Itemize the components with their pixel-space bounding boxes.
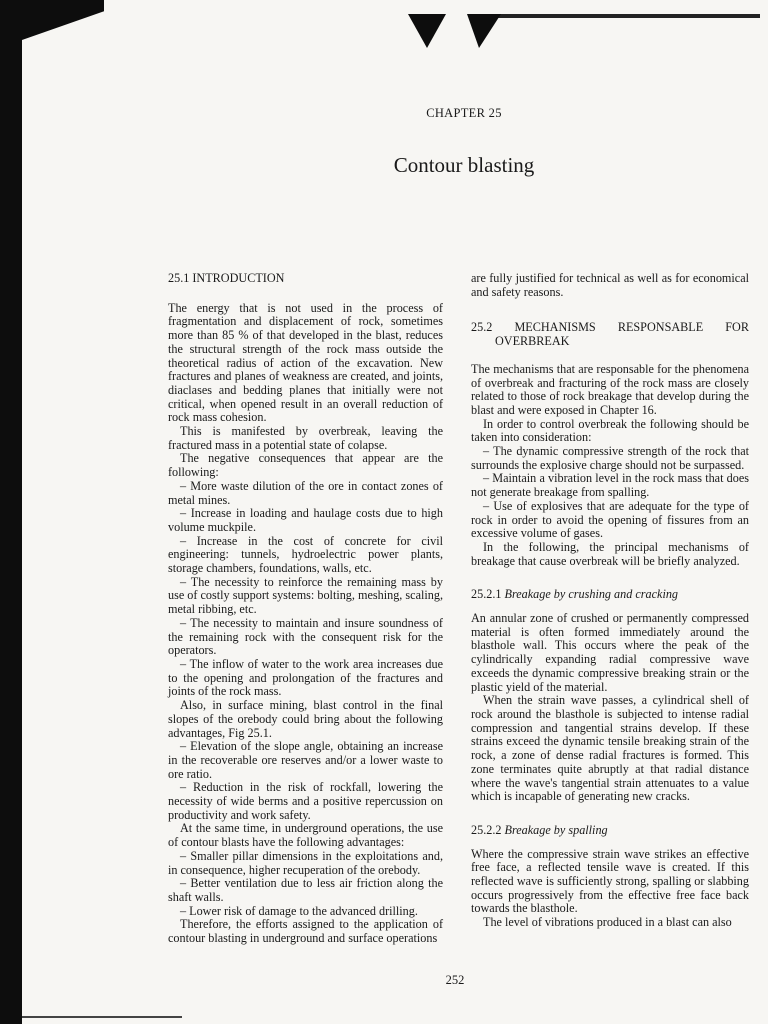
scan-bottom-rule: [22, 1016, 182, 1018]
scan-corner-shadow: [22, 0, 104, 40]
subsection-number: 25.2.2: [471, 822, 502, 837]
list-item: – The necessity to maintain and insure soundness of the remaining rock with the consequent risk for the operators.: [168, 615, 443, 658]
list-item: – Elevation of the slope angle, obtaining an increase in the recoverable ore reserves and/or a lower waste to ore ratio.: [168, 739, 443, 781]
scan-top-rule: [490, 14, 760, 18]
list-item: – Smaller pillar dimensions in the exploitations and, in consequence, higher recuperation of the orebody.: [168, 848, 443, 877]
list-item: – Use of explosives that are adequate for the type of rock in order to avoid the opening of fissures from an excessive volume of gases.: [471, 498, 749, 541]
subsection-title: Breakage by crushing and cracking: [504, 587, 679, 602]
list-item: – Lower risk of damage to the advanced drilling.: [180, 903, 418, 918]
paragraph: The mechanisms that are responsable for the phenomena of overbreak and fracturing of the rock mass are closely related to those of rock breakage that develop during the blast and were exposed in Chapter 16.: [471, 361, 749, 417]
binding-mark: [408, 14, 446, 48]
paragraph: The level of vibrations produced in a blast can also: [483, 915, 732, 930]
paragraph-continuation: are fully justified for technical as well as for economical and safety reasons.: [471, 271, 749, 299]
paragraph: In order to control overbreak the following should be taken into consideration:: [471, 416, 749, 445]
paragraph: Therefore, the efforts assigned to the application of contour blasting in underground and surface operations: [168, 917, 443, 946]
right-column: [471, 272, 749, 930]
subsection-heading-crushing: [471, 588, 749, 602]
list-item: – Increase in the cost of concrete for civil engineering: tunnels, hydroelectric power plants, storage chambers, foundations, walls, etc.: [168, 533, 443, 576]
chapter-title: Contour blasting: [393, 153, 535, 177]
section-heading-introduction: 25.1 INTRODUCTION: [168, 271, 285, 285]
list-item: – Increase in loading and haulage costs due to high volume muckpile.: [168, 506, 443, 534]
list-item: – Reduction in the risk of rockfall, lowering the necessity of wide berms and a positive repercussion on productivity and work safety.: [168, 780, 443, 822]
subsection-heading-spalling: [471, 824, 749, 838]
list-item: – More waste dilution of the ore in contact zones of metal mines.: [168, 478, 443, 507]
page-number: 252: [445, 973, 465, 987]
chapter-label: CHAPTER 25: [426, 106, 502, 120]
paragraph: When the strain wave passes, a cylindrical shell of rock around the blasthole is subjected to intense radial compression and tangential strains develop. If these strains exceed the dynamic tensile breaking strain of the rock, a zone of dense radial fractures is formed. This zone terminates quite abruptly at that radial distance where the wave's tangential strain attenuates to a value which is incapable of generating new cracks.: [471, 693, 749, 804]
section-heading-mechanisms: 25.2 MECHANISMS RESPONSABLE FOR OVERBREAK: [471, 320, 749, 349]
paragraph: Also, in surface mining, blast control in the final slopes of the orebody could bring about the following advantages, Fig 25.1.: [168, 698, 443, 740]
paragraph: The energy that is not used in the process of fragmentation and displacement of rock, sometimes more than 85 % of that developed in the blast, reduces the structural strength of the rock mass outside the theoretical radius of action of the excavation. New fractures and planes of weakness are created, and joints, diaclases and bedding planes that initially were not critical, when opened result in an overall reduction of rock mass cohesion.: [168, 300, 443, 425]
list-item: – Maintain a vibration level in the rock mass that does not generate breakage from spalling.: [471, 471, 749, 500]
left-column: [168, 272, 443, 946]
paragraph: Where the compressive strain wave strikes an effective free face, a reflected tensile wave is created. If this reflected wave is sufficiently strong, spalling or slabbing occurs progressively from the effective free face back towards the blasthole.: [471, 846, 749, 916]
paragraph: At the same time, in underground operations, the use of contour blasts have the following advantages:: [168, 821, 443, 850]
list-item: – Better ventilation due to less air friction along the shaft walls.: [168, 876, 443, 904]
list-item: – The inflow of water to the work area increases due to the opening and prolongation of the fractures and joints of the rock mass.: [168, 656, 443, 699]
paragraph: The negative consequences that appear are the following:: [168, 451, 443, 480]
paragraph: In the following, the principal mechanisms of breakage that cause overbreak will be briefly analyzed.: [471, 539, 749, 568]
subsection-title: Breakage by spalling: [504, 822, 608, 837]
list-item: – The necessity to reinforce the remaining mass by use of costly support systems: bolting, meshing, scaling, metal ribbing, etc.: [168, 574, 443, 617]
binding-mark: [467, 14, 501, 48]
paragraph: This is manifested by overbreak, leaving the fractured mass in a potential state of colapse.: [168, 424, 443, 452]
paragraph: An annular zone of crushed or permanently compressed material is often formed immediately around the blasthole wall. This occurs where the peak of the cylindrically expanding radial compressive wave exceeds the dynamic compressive breaking strain or the plastic yield of the material.: [471, 611, 749, 694]
subsection-number: 25.2.1: [471, 587, 502, 602]
list-item: – The dynamic compressive strength of the rock that surrounds the explosive charge should not be surpassed.: [471, 444, 749, 472]
